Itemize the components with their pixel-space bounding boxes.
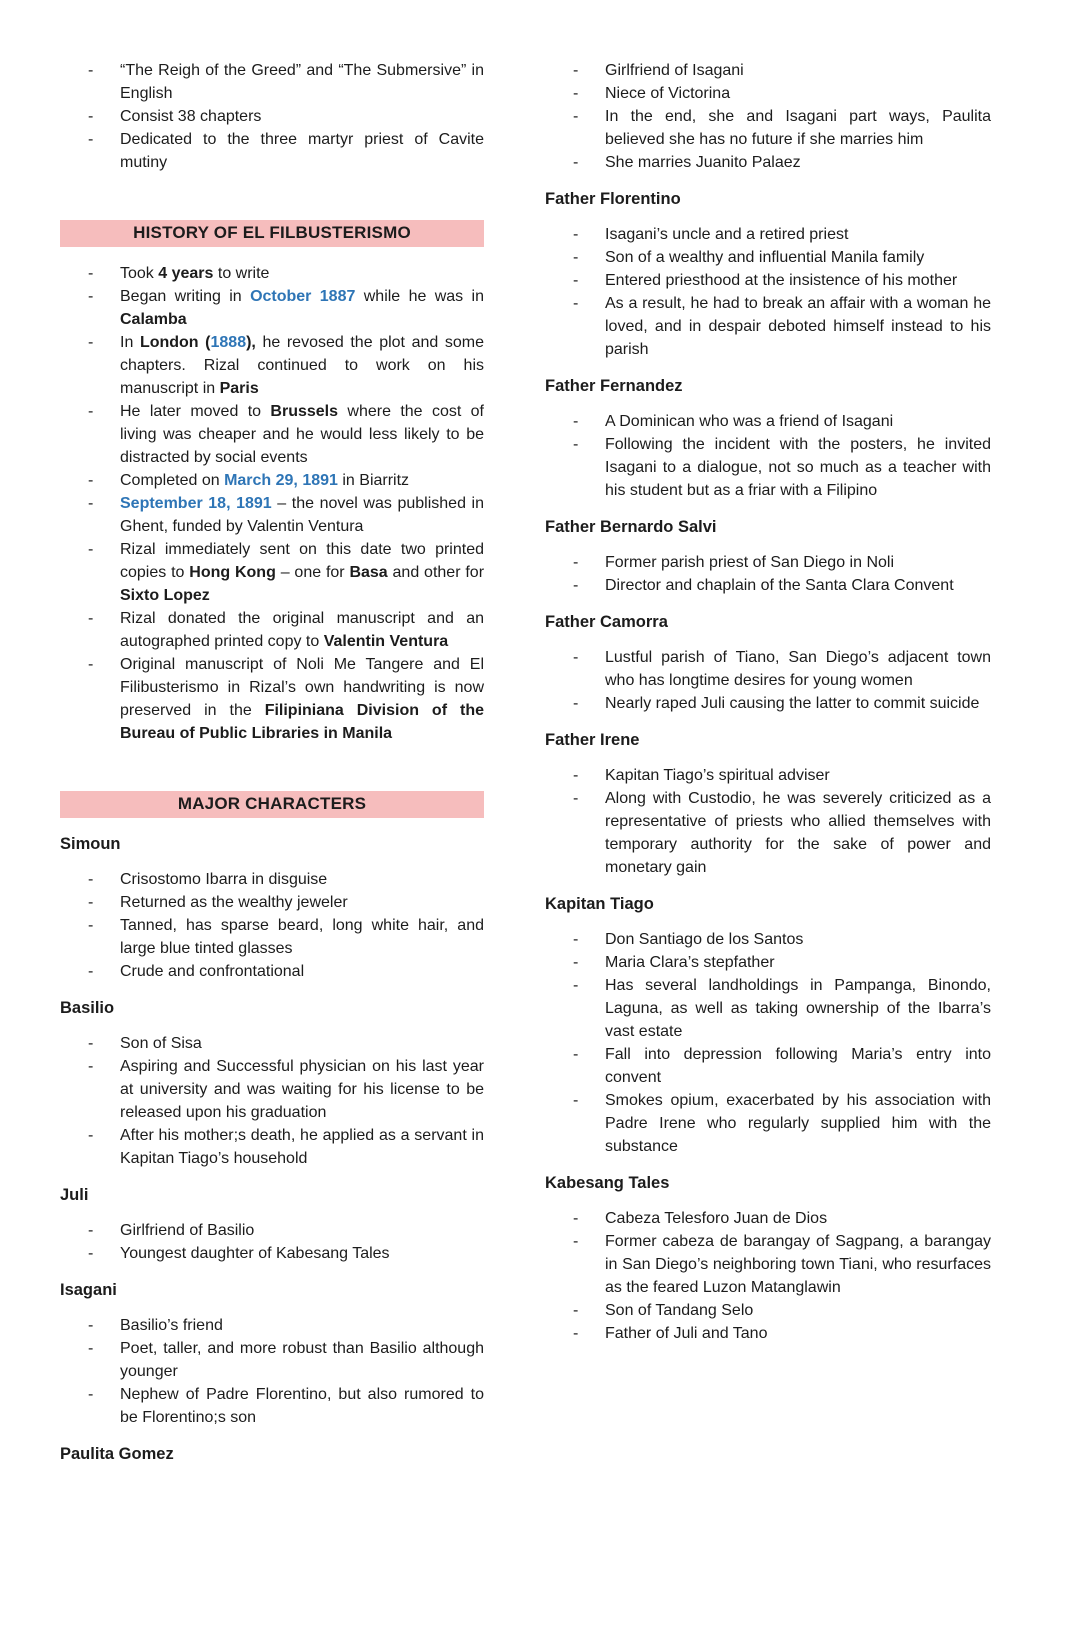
bullet-item (545, 787, 991, 879)
bullet-list (545, 1207, 991, 1345)
text-segment: in Biarritz (337, 472, 410, 489)
bullet-item (60, 1314, 484, 1337)
bullet-item (545, 551, 991, 574)
bullet-list (545, 764, 991, 879)
bullet-item (545, 1089, 991, 1158)
bullet-text (120, 469, 484, 492)
bullet-text (605, 269, 991, 292)
text-segment: Lustful parish of Tiano, San Diego’s adjacent town who has longtime desires for young women (605, 649, 991, 689)
bullet-text (605, 151, 991, 174)
bold-text: Paris (219, 380, 259, 397)
bullet-text (605, 551, 991, 574)
character-heading: Father Camorra (545, 613, 668, 631)
bold-text: Hong Kong (189, 564, 276, 581)
bullet-dash: - (88, 288, 94, 305)
bold-text: Sixto Lopez (120, 587, 210, 604)
bullet-dash: - (573, 931, 579, 948)
text-segment: Youngest daughter of Kabesang Tales (120, 1245, 390, 1262)
bullet-item (60, 1242, 484, 1265)
text-segment: he revosed the plot and some chapters. Rizal continued to work on his manuscript in (120, 334, 484, 397)
bullet-text (120, 538, 484, 607)
bullet-text (605, 1043, 991, 1089)
bullet-dash: - (88, 1340, 94, 1357)
bullet-text (605, 692, 991, 715)
bullet-text (120, 1242, 484, 1265)
bullet-list (545, 410, 991, 502)
bullet-list (545, 646, 991, 715)
bullet-item (60, 128, 484, 174)
bullet-item (60, 1124, 484, 1170)
bullet-list (60, 1032, 484, 1170)
text-segment: Along with Custodio, he was severely criticized as a representative of priests who allied themselves with temporary authority for the sake of power and monetary gain (605, 790, 991, 876)
bullet-dash: - (573, 1302, 579, 1319)
bold-text: London ( (139, 334, 211, 351)
bullet-item (60, 285, 484, 331)
bullet-item (545, 151, 991, 174)
bullet-dash: - (573, 154, 579, 171)
bullet-item (60, 960, 484, 983)
section-title: MAJOR CHARACTERS (177, 794, 367, 813)
bullet-item (60, 891, 484, 914)
character-heading: Father Bernardo Salvi (545, 518, 717, 536)
bullet-dash: - (573, 436, 579, 453)
text-segment: Nearly raped Juli causing the latter to commit suicide (605, 695, 980, 712)
bullet-dash: - (573, 767, 579, 784)
text-segment: Former parish priest of San Diego in Noli (605, 554, 895, 571)
bullet-item (60, 1219, 484, 1242)
bullet-text (120, 59, 484, 105)
bullet-item (545, 59, 991, 82)
bullet-dash: - (88, 656, 94, 673)
text-segment: Rizal donated the original manuscript and an autographed printed copy to (120, 610, 484, 650)
bullet-list (545, 59, 991, 174)
character-heading: Basilio (60, 999, 115, 1017)
bullet-text (120, 1055, 484, 1124)
text-segment: Smokes opium, exacerbated by his association with Padre Irene who regularly supplied him with the substance (605, 1092, 991, 1155)
bullet-dash: - (88, 1245, 94, 1262)
bullet-dash: - (573, 272, 579, 289)
bullet-dash: - (88, 894, 94, 911)
bullet-dash: - (88, 1386, 94, 1403)
bullet-dash: - (88, 131, 94, 148)
bullet-list (60, 1314, 484, 1429)
bullet-item (545, 692, 991, 715)
bullet-dash: - (573, 413, 579, 430)
text-segment: Aspiring and Successful physician on his last year at university and was waiting for his license to be released upon his graduation (120, 1058, 484, 1121)
highlighted-text: March 29, 1891 (224, 472, 338, 489)
text-segment: Crude and confrontational (120, 963, 305, 980)
bullet-item (545, 574, 991, 597)
bullet-dash: - (88, 963, 94, 980)
text-segment: Maria Clara’s stepfather (605, 954, 775, 971)
bullet-text (120, 607, 484, 653)
bullet-item (545, 433, 991, 502)
text-segment: Entered priesthood at the insistence of his mother (605, 272, 958, 289)
character-heading: Father Fernandez (545, 377, 683, 395)
text-segment: Consist 38 chapters (120, 108, 262, 125)
text-segment: After his mother;s death, he applied as a servant in Kapitan Tiago’s household (120, 1127, 484, 1167)
text-segment: Tanned, has sparse beard, long white hair, and large blue tinted glasses (120, 917, 484, 957)
bullet-dash: - (573, 695, 579, 712)
bullet-dash: - (573, 226, 579, 243)
text-segment: Girlfriend of Basilio (120, 1222, 255, 1239)
bullet-dash: - (88, 1058, 94, 1075)
bullet-text (120, 492, 484, 538)
bullet-dash: - (88, 334, 94, 351)
bullet-text (605, 928, 991, 951)
bullet-item (545, 82, 991, 105)
character-heading: Isagani (60, 1281, 117, 1299)
bold-text: Brussels (270, 403, 339, 420)
bullet-dash: - (573, 649, 579, 666)
text-segment: Cabeza Telesforo Juan de Dios (605, 1210, 828, 1227)
bullet-text (605, 1322, 991, 1345)
bullet-dash: - (88, 1127, 94, 1144)
bullet-text (605, 1299, 991, 1322)
highlighted-text: 1888 (210, 334, 247, 351)
bullet-item (545, 292, 991, 361)
bullet-item (545, 1299, 991, 1322)
text-segment: Returned as the wealthy jeweler (120, 894, 348, 911)
text-segment: Father of Juli and Tano (605, 1325, 768, 1342)
bullet-dash: - (88, 541, 94, 558)
bullet-text (120, 1032, 484, 1055)
text-segment: “The Reigh of the Greed” and “The Submersive” in English (120, 62, 484, 102)
bullet-item (60, 105, 484, 128)
character-heading: Kabesang Tales (545, 1174, 670, 1192)
bullet-dash: - (88, 610, 94, 627)
bullet-text (605, 974, 991, 1043)
bold-text: Valentin Ventura (323, 633, 449, 650)
bullet-dash: - (88, 265, 94, 282)
bullet-text (120, 105, 484, 128)
text-segment: Son of Tandang Selo (605, 1302, 754, 1319)
bullet-text (120, 1124, 484, 1170)
bullet-item (60, 1032, 484, 1055)
text-segment: Rizal immediately sent on this date two printed copies to (120, 541, 484, 581)
bullet-text (120, 868, 484, 891)
bullet-item (60, 1055, 484, 1124)
bold-text: 4 years (158, 265, 214, 282)
bullet-item (60, 400, 484, 469)
bold-text: ), (246, 334, 256, 351)
text-segment: Kapitan Tiago’s spiritual adviser (605, 767, 830, 784)
bullet-text (120, 262, 484, 285)
bullet-text (605, 1207, 991, 1230)
bullet-text (605, 951, 991, 974)
bullet-text (605, 59, 991, 82)
bullet-text (120, 653, 484, 745)
character-heading: Juli (60, 1186, 89, 1204)
bullet-list (60, 868, 484, 983)
text-segment: Nephew of Padre Florentino, but also rumored to be Florentino;s son (120, 1386, 484, 1426)
bullet-item (545, 928, 991, 951)
bullet-text (605, 292, 991, 361)
bullet-text (605, 410, 991, 433)
text-segment: and other for (387, 564, 485, 581)
bullet-text (605, 787, 991, 879)
bullet-item (545, 1043, 991, 1089)
bullet-dash: - (573, 1046, 579, 1063)
bullet-dash: - (573, 954, 579, 971)
bullet-item (545, 410, 991, 433)
bullet-text (605, 246, 991, 269)
text-segment: Son of Sisa (120, 1035, 202, 1052)
bullet-text (120, 1383, 484, 1429)
bullet-item (545, 246, 991, 269)
right-column (545, 59, 991, 1478)
bullet-dash: - (88, 472, 94, 489)
bullet-text (605, 646, 991, 692)
bullet-text (605, 82, 991, 105)
text-segment: Began writing in (120, 288, 251, 305)
bullet-item (60, 331, 484, 400)
bullet-text (120, 1219, 484, 1242)
bullet-list (545, 551, 991, 597)
bullet-text (605, 1230, 991, 1299)
bullet-text (120, 960, 484, 983)
text-segment: A Dominican who was a friend of Isagani (605, 413, 894, 430)
bullet-text (605, 574, 991, 597)
bullet-dash: - (88, 917, 94, 934)
bullet-item (60, 1383, 484, 1429)
character-heading: Father Irene (545, 731, 640, 749)
text-segment: Son of a wealthy and influential Manila family (605, 249, 925, 266)
bullet-item (60, 492, 484, 538)
bullet-item (545, 269, 991, 292)
bullet-item (545, 223, 991, 246)
text-segment: – one for (275, 564, 350, 581)
text-segment: where the cost of living was cheaper and he would less likely to be distracted by social events (120, 403, 484, 466)
character-heading: Kapitan Tiago (545, 895, 654, 913)
bullet-dash: - (573, 85, 579, 102)
bullet-list (545, 223, 991, 361)
text-segment: As a result, he had to break an affair with a woman he loved, and in despair deboted himself instead to his parish (605, 295, 991, 358)
text-segment: Don Santiago de los Santos (605, 931, 804, 948)
bullet-list (545, 928, 991, 1158)
bullet-text (605, 764, 991, 787)
bullet-text (605, 223, 991, 246)
text-segment: Basilio’s friend (120, 1317, 223, 1334)
bullet-text (120, 285, 484, 331)
bullet-item (545, 646, 991, 692)
bullet-item (60, 653, 484, 745)
text-segment: Isagani’s uncle and a retired priest (605, 226, 849, 243)
bullet-item (60, 914, 484, 960)
text-segment: Niece of Victorina (605, 85, 731, 102)
bullet-text (120, 914, 484, 960)
text-segment: – the novel was published in Ghent, funded by Valentin Ventura (120, 495, 485, 535)
text-segment: Completed on (120, 472, 225, 489)
bullet-list (60, 59, 484, 174)
bullet-dash: - (573, 1092, 579, 1109)
bullet-item (60, 868, 484, 891)
text-segment: She marries Juanito Palaez (605, 154, 801, 171)
bullet-item (545, 1322, 991, 1345)
bullet-text (120, 331, 484, 400)
bullet-dash: - (573, 108, 579, 125)
text-segment: Former cabeza de barangay of Sagpang, a barangay in San Diego’s neighboring town Tiani, who resurfaces as the feared Luzon Matanglawin (605, 1233, 991, 1296)
bullet-list (60, 1219, 484, 1265)
text-segment: He later moved to (120, 403, 271, 420)
bullet-text (120, 891, 484, 914)
bullet-text (605, 1089, 991, 1158)
bullet-item (60, 59, 484, 105)
character-heading: Simoun (60, 835, 121, 853)
bullet-dash: - (573, 1233, 579, 1250)
bold-text: Basa (349, 564, 388, 581)
text-segment: Director and chaplain of the Santa Clara Convent (605, 577, 954, 594)
bullet-dash: - (573, 62, 579, 79)
bullet-item (545, 764, 991, 787)
highlighted-text: September 18, 1891 (120, 495, 272, 512)
bullet-item (60, 607, 484, 653)
bullet-item (545, 951, 991, 974)
text-segment: while he was in (355, 288, 484, 305)
bold-text: Filipiniana Division of the Bureau of Public Libraries in Manila (120, 702, 484, 742)
bullet-dash: - (573, 249, 579, 266)
bullet-dash: - (573, 554, 579, 571)
bullet-text (120, 1314, 484, 1337)
left-column (60, 59, 484, 1478)
bullet-dash: - (88, 108, 94, 125)
bullet-item (545, 1230, 991, 1299)
text-segment: to write (213, 265, 270, 282)
bullet-list (60, 262, 484, 745)
text-segment: In (120, 334, 140, 351)
character-heading: Paulita Gomez (60, 1445, 174, 1463)
bullet-dash: - (573, 1210, 579, 1227)
section-title: HISTORY OF EL FILBUSTERISMO (133, 223, 411, 242)
bullet-dash: - (88, 495, 94, 512)
bullet-dash: - (88, 62, 94, 79)
bullet-dash: - (88, 403, 94, 420)
bullet-dash: - (88, 1035, 94, 1052)
bullet-item (60, 469, 484, 492)
text-segment: Following the incident with the posters, he invited Isagani to a dialogue, not so much as a teacher with his student but as a friar with a Filipino (605, 436, 991, 499)
text-segment: Girlfriend of Isagani (605, 62, 744, 79)
bullet-item (60, 262, 484, 285)
bullet-dash: - (88, 871, 94, 888)
text-segment: Crisostomo Ibarra in disguise (120, 871, 328, 888)
bullet-item (545, 105, 991, 151)
bullet-text (605, 105, 991, 151)
text-segment: Poet, taller, and more robust than Basilio although younger (120, 1340, 484, 1380)
bullet-item (60, 1337, 484, 1383)
bullet-dash: - (573, 790, 579, 807)
text-segment: Original manuscript of Noli Me Tangere and El Filibusterismo in Rizal’s own handwriting is now preserved in the (120, 656, 484, 719)
section-header (60, 791, 484, 818)
bullet-text (605, 433, 991, 502)
bullet-item (545, 1207, 991, 1230)
bullet-dash: - (573, 1325, 579, 1342)
bullet-dash: - (573, 977, 579, 994)
bullet-dash: - (88, 1222, 94, 1239)
bullet-dash: - (573, 295, 579, 312)
bullet-item (545, 974, 991, 1043)
text-segment: Has several landholdings in Pampanga, Binondo, Laguna, as well as taking ownership of the Ibarra’s vast estate (605, 977, 991, 1040)
character-heading: Father Florentino (545, 190, 681, 208)
bold-text: Calamba (120, 311, 187, 328)
bullet-text (120, 1337, 484, 1383)
text-segment: In the end, she and Isagani part ways, Paulita believed she has no future if she marries him (605, 108, 991, 148)
bullet-item (60, 538, 484, 607)
bullet-dash: - (88, 1317, 94, 1334)
bullet-dash: - (573, 577, 579, 594)
text-segment: Fall into depression following Maria’s entry into convent (605, 1046, 991, 1086)
bullet-text (120, 400, 484, 469)
text-segment: Took (120, 265, 159, 282)
text-segment: Dedicated to the three martyr priest of Cavite mutiny (120, 131, 484, 171)
highlighted-text: October 1887 (250, 288, 356, 305)
section-header (60, 220, 484, 247)
bullet-text (120, 128, 484, 174)
